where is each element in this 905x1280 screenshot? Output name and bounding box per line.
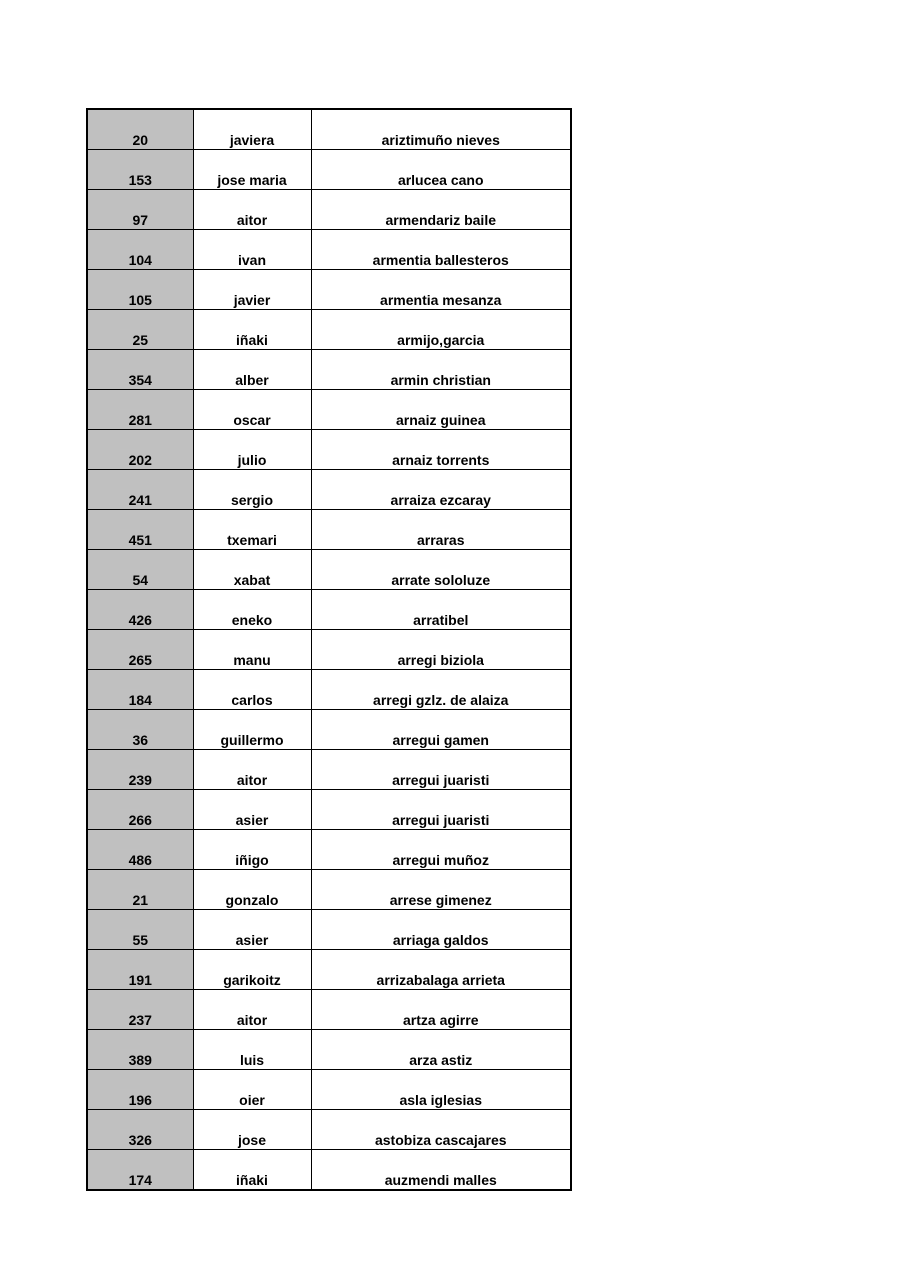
participant-number-cell: 25 [87,310,193,350]
first-name-cell: javiera [193,109,311,150]
participant-number-cell: 202 [87,430,193,470]
last-name-cell: armin christian [311,350,571,390]
participant-number-cell: 184 [87,670,193,710]
participant-number-cell: 196 [87,1070,193,1110]
first-name-cell: jose [193,1110,311,1150]
last-name-cell: arrizabalaga arrieta [311,950,571,990]
last-name-cell: arnaiz torrents [311,430,571,470]
participant-number-cell: 105 [87,270,193,310]
table-row [87,1110,571,1150]
last-name-cell: arraiza ezcaray [311,470,571,510]
participant-number-cell: 174 [87,1150,193,1191]
last-name-cell: arregui juaristi [311,750,571,790]
first-name-cell: julio [193,430,311,470]
table-row [87,790,571,830]
participant-number-cell: 326 [87,1110,193,1150]
last-name-cell: arnaiz guinea [311,390,571,430]
participant-number-cell: 239 [87,750,193,790]
last-name-cell: arregui gamen [311,710,571,750]
first-name-cell: xabat [193,550,311,590]
first-name-cell: ivan [193,230,311,270]
table-row [87,830,571,870]
last-name-cell: auzmendi malles [311,1150,571,1191]
first-name-cell: aitor [193,990,311,1030]
table-row [87,670,571,710]
last-name-cell: armijo,garcia [311,310,571,350]
table-row [87,590,571,630]
participants-table [86,108,572,1191]
table-row [87,630,571,670]
table-row [87,550,571,590]
first-name-cell: asier [193,790,311,830]
first-name-cell: gonzalo [193,870,311,910]
first-name-cell: javier [193,270,311,310]
participant-number-cell: 20 [87,109,193,150]
first-name-cell: iñaki [193,1150,311,1191]
table-row [87,350,571,390]
table-row [87,1030,571,1070]
first-name-cell: aitor [193,190,311,230]
participant-number-cell: 281 [87,390,193,430]
last-name-cell: ariztimuño nieves [311,109,571,150]
table-row [87,1070,571,1110]
last-name-cell: arregi gzlz. de alaiza [311,670,571,710]
last-name-cell: astobiza cascajares [311,1110,571,1150]
participant-number-cell: 237 [87,990,193,1030]
first-name-cell: oier [193,1070,311,1110]
first-name-cell: asier [193,910,311,950]
participant-number-cell: 354 [87,350,193,390]
participant-number-cell: 55 [87,910,193,950]
participant-number-cell: 265 [87,630,193,670]
participant-number-cell: 21 [87,870,193,910]
participant-number-cell: 389 [87,1030,193,1070]
table-row [87,750,571,790]
last-name-cell: armendariz baile [311,190,571,230]
first-name-cell: aitor [193,750,311,790]
participant-number-cell: 266 [87,790,193,830]
participant-number-cell: 54 [87,550,193,590]
first-name-cell: guillermo [193,710,311,750]
table-row [87,870,571,910]
last-name-cell: arregui muñoz [311,830,571,870]
first-name-cell: eneko [193,590,311,630]
last-name-cell: arratibel [311,590,571,630]
participant-number-cell: 451 [87,510,193,550]
last-name-cell: arregi biziola [311,630,571,670]
participant-number-cell: 241 [87,470,193,510]
first-name-cell: iñigo [193,830,311,870]
participant-number-cell: 36 [87,710,193,750]
participant-number-cell: 104 [87,230,193,270]
first-name-cell: txemari [193,510,311,550]
last-name-cell: arriaga galdos [311,910,571,950]
table-row [87,150,571,190]
last-name-cell: arrese gimenez [311,870,571,910]
last-name-cell: arraras [311,510,571,550]
table-row [87,230,571,270]
table-row [87,390,571,430]
first-name-cell: garikoitz [193,950,311,990]
last-name-cell: asla iglesias [311,1070,571,1110]
table-row [87,190,571,230]
last-name-cell: armentia mesanza [311,270,571,310]
table-row [87,109,571,150]
participant-number-cell: 486 [87,830,193,870]
participants-table-body [87,109,571,1190]
table-row [87,710,571,750]
table-row [87,510,571,550]
participant-number-cell: 97 [87,190,193,230]
first-name-cell: oscar [193,390,311,430]
last-name-cell: arrate sololuze [311,550,571,590]
last-name-cell: arlucea cano [311,150,571,190]
table-row [87,990,571,1030]
table-row [87,950,571,990]
first-name-cell: manu [193,630,311,670]
first-name-cell: jose maria [193,150,311,190]
table-row [87,310,571,350]
table-row [87,470,571,510]
first-name-cell: alber [193,350,311,390]
table-row [87,1150,571,1191]
participant-number-cell: 153 [87,150,193,190]
last-name-cell: artza agirre [311,990,571,1030]
participant-number-cell: 191 [87,950,193,990]
table-row [87,430,571,470]
last-name-cell: arza astiz [311,1030,571,1070]
first-name-cell: iñaki [193,310,311,350]
first-name-cell: luis [193,1030,311,1070]
table-row [87,270,571,310]
last-name-cell: arregui juaristi [311,790,571,830]
last-name-cell: armentia ballesteros [311,230,571,270]
first-name-cell: sergio [193,470,311,510]
table-row [87,910,571,950]
first-name-cell: carlos [193,670,311,710]
participant-number-cell: 426 [87,590,193,630]
